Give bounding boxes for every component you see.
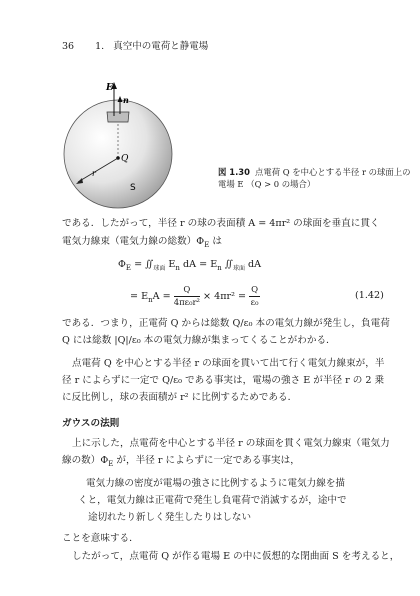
page-number: 36	[62, 41, 75, 52]
surface-patch	[107, 112, 129, 122]
p4-line2: 線の数）$\Phi_E$ が，半径 r によらずに一定である事実は，	[62, 455, 300, 468]
label-n: n	[123, 95, 129, 105]
fraction-1: $\frac{Q}{\text{4πε₀r²}}$	[173, 285, 200, 308]
p3-line3: に反比例し，球の表面積が r² に比例するためである．	[62, 392, 298, 403]
section-heading: ガウスの法則	[62, 418, 120, 429]
p2-line2: Q には総数 |Q|/ε₀ 本の電気力線が集まってくることがわかる．	[62, 335, 336, 346]
chapter-title: 真空中の電荷と静電場	[113, 41, 209, 52]
p3-line2: 径 r によらずに一定で Q/ε₀ である事実は，電場の強さ E が半径 r の 2 乗	[62, 375, 385, 386]
p2-line1: である．つまり，正電荷 Q からは総数 Q/ε₀ 本の電気力線が発生し，負電荷	[62, 318, 390, 329]
caption-line2: 電場 E （Q > 0 の場合）	[218, 179, 316, 189]
caption-number: 図 1.30	[218, 167, 250, 177]
p6-line1: したがって，点電荷 Q が作る電場 E の中に仮想的な閉曲面 S を考えると，	[72, 551, 400, 562]
p1-line1: である．したがって，半径 r の球の表面積 A = 4πr² の球面を垂直に貫く	[62, 218, 380, 229]
p3-line1: 点電荷 Q を中心とする半径 r の球面を貫いて出て行く電気力線束が，半	[72, 358, 385, 369]
label-E: E	[106, 83, 113, 93]
figure-caption	[218, 166, 411, 190]
quote-line2: くと，電気力線は正電荷で発生し負電荷で消滅するが，途中で	[78, 495, 347, 506]
p4-line1: 上に示した，点電荷を中心とする半径 r の球面を貫く電気力線束（電気力	[72, 438, 390, 449]
equation-number: (1.42)	[355, 290, 384, 301]
equation-line1: $\Phi_E$ = $∬_{球面}$ $E_n$ dA = $E_n$ $∬_{球面}$ dA	[118, 259, 262, 272]
quote-line1: 電気力線の密度が電場の強さに比例するように電気力線を描	[86, 478, 346, 489]
equation-line2: = $E_nA$ = $\frac{Q}{\text{4πε₀r²}}$ × 4πr² = $\frac{Q}{\text{ε₀}}$	[130, 285, 259, 308]
p5-line1: ことを意味する．	[62, 533, 139, 544]
quote-line3: 途切れたり新しく発生したりはしない	[88, 512, 252, 523]
label-Q: Q	[121, 154, 129, 164]
label-r: r	[92, 169, 96, 178]
fraction-2: $\frac{Q}{\text{ε₀}}$	[250, 285, 259, 308]
chapter-number: 1.	[95, 41, 105, 52]
running-header	[62, 38, 208, 52]
sphere-figure	[58, 78, 208, 218]
p1-line2: 電気力線束（電気力線の総数）$\Phi_E$ は	[62, 236, 222, 249]
label-S: S	[130, 183, 136, 193]
normal-arrowhead	[118, 96, 123, 102]
caption-line1: 点電荷 Q を中心とする半径 r の球面上の	[254, 167, 411, 177]
